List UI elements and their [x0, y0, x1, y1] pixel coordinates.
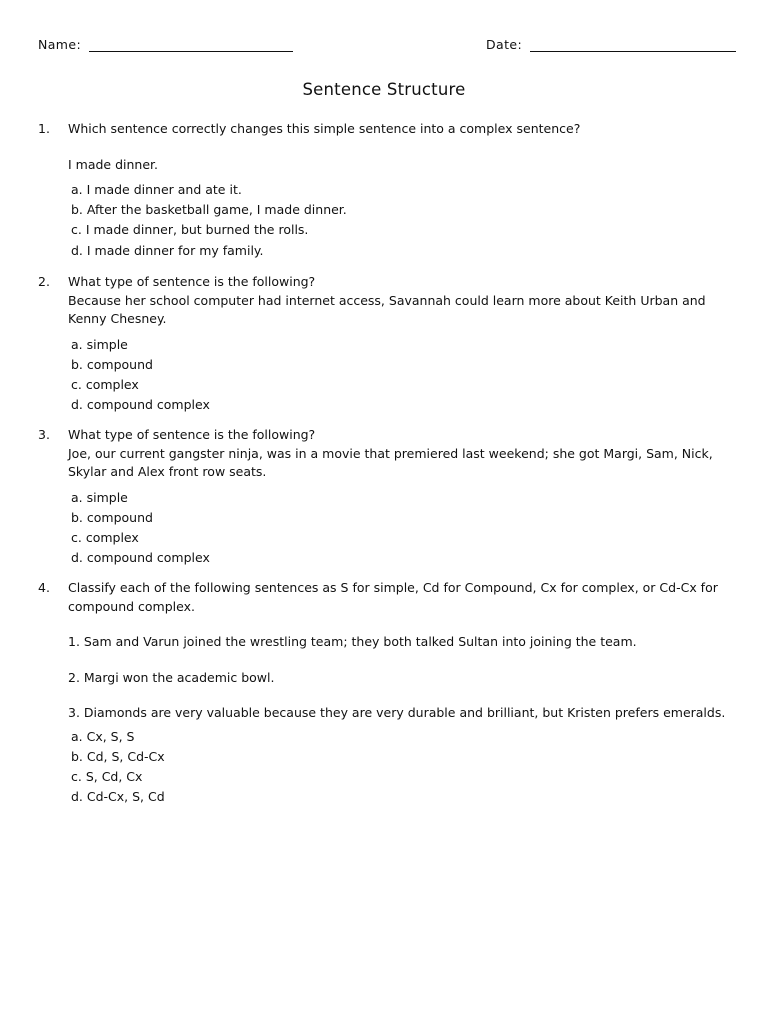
name-label: Name:	[38, 37, 82, 52]
date-field	[486, 37, 736, 52]
classify-item-3: 3. Diamonds are very valuable because they are very durable and brilliant, but Kristen prefers emeralds.	[68, 705, 726, 720]
question-2	[38, 273, 728, 415]
option-a: a. simple	[71, 489, 128, 505]
question-prompt: What type of sentence is the following?	[68, 427, 316, 442]
options-list	[71, 180, 728, 261]
question-sentence: Because her school computer had internet access, Savannah could learn more about Keith Urban and Kenny Chesney.	[68, 292, 706, 326]
question-3	[38, 426, 728, 568]
option-a: a. simple	[71, 336, 128, 352]
name-field	[38, 37, 293, 52]
question-prompt: Which sentence correctly changes this simple sentence into a complex sentence?	[68, 121, 581, 136]
options-list	[71, 335, 728, 416]
option-c: c. I made dinner, but burned the rolls.	[71, 222, 309, 238]
option-c: c. complex	[71, 376, 139, 392]
question-number: 4.	[38, 580, 50, 595]
question-number: 1.	[38, 121, 50, 136]
question-1	[38, 120, 728, 261]
question-number: 3.	[38, 427, 50, 442]
option-a: a. I made dinner and ate it.	[71, 182, 242, 197]
options-list	[71, 727, 728, 808]
option-b: b. Cd, S, Cd-Cx	[71, 748, 165, 764]
option-a: a. Cx, S, S	[71, 728, 135, 744]
question-prompt: What type of sentence is the following?	[68, 274, 316, 289]
header-row	[38, 37, 734, 55]
date-blank-line	[530, 38, 736, 52]
option-d: d. compound complex	[71, 550, 210, 566]
option-b: b. compound	[71, 509, 153, 525]
question-number: 2.	[38, 274, 50, 289]
option-d: d. I made dinner for my family.	[71, 242, 264, 258]
option-d: d. Cd-Cx, S, Cd	[71, 789, 165, 805]
options-list	[71, 488, 728, 569]
option-b: b. After the basketball game, I made dinner.	[71, 202, 347, 218]
option-d: d. compound complex	[71, 397, 210, 413]
example-sentence: I made dinner.	[68, 156, 159, 172]
option-b: b. compound	[71, 356, 153, 372]
page-title: Sentence Structure	[302, 80, 466, 99]
classify-item-1: 1. Sam and Varun joined the wrestling team; they both talked Sultan into joining the team.	[68, 634, 637, 649]
option-c: c. S, Cd, Cx	[71, 768, 143, 784]
date-label: Date:	[486, 37, 523, 52]
question-prompt: Classify each of the following sentences as S for simple, Cd for Compound, Cx for complex, or Cd-Cx for compound complex.	[68, 580, 718, 614]
option-c: c. complex	[71, 529, 139, 545]
question-sentence: Joe, our current gangster ninja, was in a movie that premiered last weekend; she got Margi, Sam, Nick, Skylar and Alex front row seats.	[68, 445, 713, 479]
question-4	[38, 579, 728, 807]
classify-item-2: 2. Margi won the academic bowl.	[68, 669, 275, 685]
name-blank-line	[89, 38, 293, 52]
